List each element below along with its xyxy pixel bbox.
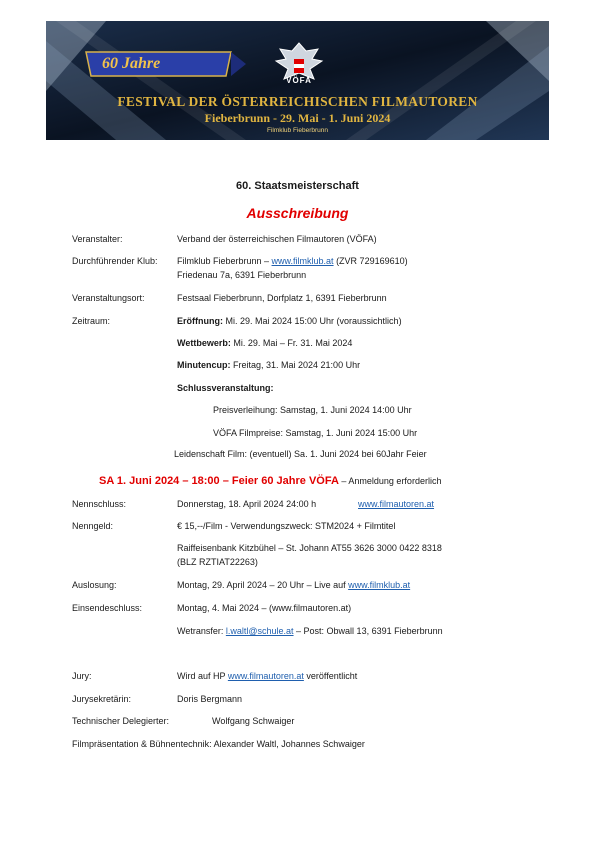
jury-value-pre: Wird auf HP: [177, 671, 228, 681]
filmautoren-link[interactable]: www.filmautoren.at: [358, 499, 435, 509]
jury-link[interactable]: www.filmautoren.at: [227, 671, 304, 681]
anniversary-badge: 60 Jahre: [102, 55, 161, 72]
nenngeld-value: € 15,--/Film - Verwendungszweck: STM2024 + Filmtitel: [177, 521, 396, 531]
wettbewerb-line: [177, 338, 352, 349]
bic-line: (BLZ RZTIAT22263): [177, 557, 258, 567]
jurysekretaerin-label: Jurysekretärin:: [72, 694, 132, 704]
nennschluss-label: Nennschluss:: [72, 499, 127, 509]
schluss-label: [177, 383, 274, 394]
preisverleihung-line: Preisverleihung: Samstag, 1. Juni 2024 14:00 Uhr: [213, 405, 412, 415]
jurysekretaerin-value: Doris Bergmann: [177, 694, 243, 704]
minutencup-label: Minutencup:: [177, 360, 231, 370]
nennschluss-value: Donnerstag, 18. April 2024 24:00 h: [177, 499, 317, 509]
auslosung-value: [177, 580, 410, 591]
voefa-eagle-logo-icon: [270, 39, 328, 99]
klub-address: Friedenau 7a, 6391 Fieberbrunn: [177, 270, 307, 280]
wetransfer-post: – Post: Obwall 13, 6391 Fieberbrunn: [293, 626, 443, 636]
page-subheading: Ausschreibung: [246, 205, 349, 221]
eroeffnung-value: Mi. 29. Mai 2024 15:00 Uhr (voraussichtlich): [222, 316, 402, 326]
einsendeschluss-label: Einsendeschluss:: [72, 603, 143, 613]
klub-value-post: (ZVR 729169610): [333, 256, 408, 266]
logo-text: VÖFA: [286, 76, 312, 85]
nenngeld-label: Nenngeld:: [72, 521, 114, 531]
techniker-value: Wolfgang Schwaiger: [212, 716, 295, 726]
veranstalter-label: Veranstalter:: [72, 234, 123, 244]
auslosung-value-pre: Montag, 29. April 2024 – 20 Uhr – Live auf: [177, 580, 349, 590]
wetransfer-line: [177, 626, 443, 637]
minutencup-value: Freitag, 31. Mai 2024 21:00 Uhr: [230, 360, 361, 370]
bank-line: Raiffeisenbank Kitzbühel – St. Johann AT55 3626 3000 0422 8318: [177, 543, 442, 553]
wettbewerb-value: Mi. 29. Mai – Fr. 31. Mai 2024: [230, 338, 353, 348]
feier-line: [99, 474, 441, 488]
eroeffnung-label: Eröffnung:: [177, 316, 223, 326]
banner-subtitle: Fieberbrunn - 29. Mai - 1. Juni 2024: [204, 111, 391, 125]
festival-banner: [46, 21, 549, 140]
auslosung-link[interactable]: www.filmklub.at: [348, 580, 411, 590]
klub-value-pre: Filmklub Fieberbrunn –: [177, 256, 272, 266]
ort-label: Veranstaltungsort:: [72, 293, 145, 303]
filmklub-link[interactable]: www.filmklub.at: [271, 256, 334, 266]
wettbewerb-label: Wettbewerb:: [177, 338, 231, 348]
einsendeschluss-value: Montag, 4. Mai 2024 – (www.filmautoren.at): [177, 603, 352, 613]
techniker-label: Technischer Delegierter:: [72, 716, 170, 726]
feier-highlight: SA 1. Juni 2024 – 18:00 – Feier 60 Jahre VÖFA: [99, 475, 339, 487]
banner-club: Filmklub Fieberbrunn: [266, 127, 329, 134]
feier-note: – Anmeldung erforderlich: [338, 476, 442, 486]
leidenschaft-line: Leidenschaft Film: (eventuell) Sa. 1. Juni 2024 bei 60Jahr Feier: [174, 449, 427, 459]
zeitraum-label: Zeitraum:: [72, 316, 111, 326]
jury-value: [177, 671, 357, 682]
wetransfer-email-link[interactable]: l.waltl@schule.at: [225, 626, 294, 636]
veranstalter-value: Verband der österreichischen Filmautoren (VÖFA): [177, 234, 377, 244]
eroeffnung-line: [177, 316, 402, 327]
jury-label: Jury:: [72, 671, 92, 681]
wetransfer-label: Wetransfer:: [177, 626, 226, 636]
filmpraesentation-line: Filmpräsentation & Bühnentechnik: Alexander Waltl, Johannes Schwaiger: [72, 739, 365, 749]
jury-value-post: veröffentlicht: [303, 671, 358, 681]
klub-label: Durchführender Klub:: [72, 256, 158, 266]
page-heading: 60. Staatsmeisterschaft: [236, 180, 359, 192]
auslosung-label: Auslosung:: [72, 580, 117, 590]
schluss-label-text: Schlussveranstaltung:: [177, 383, 274, 393]
klub-value: [177, 256, 408, 267]
banner-title: FESTIVAL DER ÖSTERREICHISCHEN FILMAUTOREN: [117, 94, 478, 109]
minutencup-line: [177, 360, 360, 371]
filmpreise-line: VÖFA Filmpreise: Samstag, 1. Juni 2024 15:00 Uhr: [213, 428, 418, 438]
ort-value: Festsaal Fieberbrunn, Dorfplatz 1, 6391 Fieberbrunn: [177, 293, 387, 303]
